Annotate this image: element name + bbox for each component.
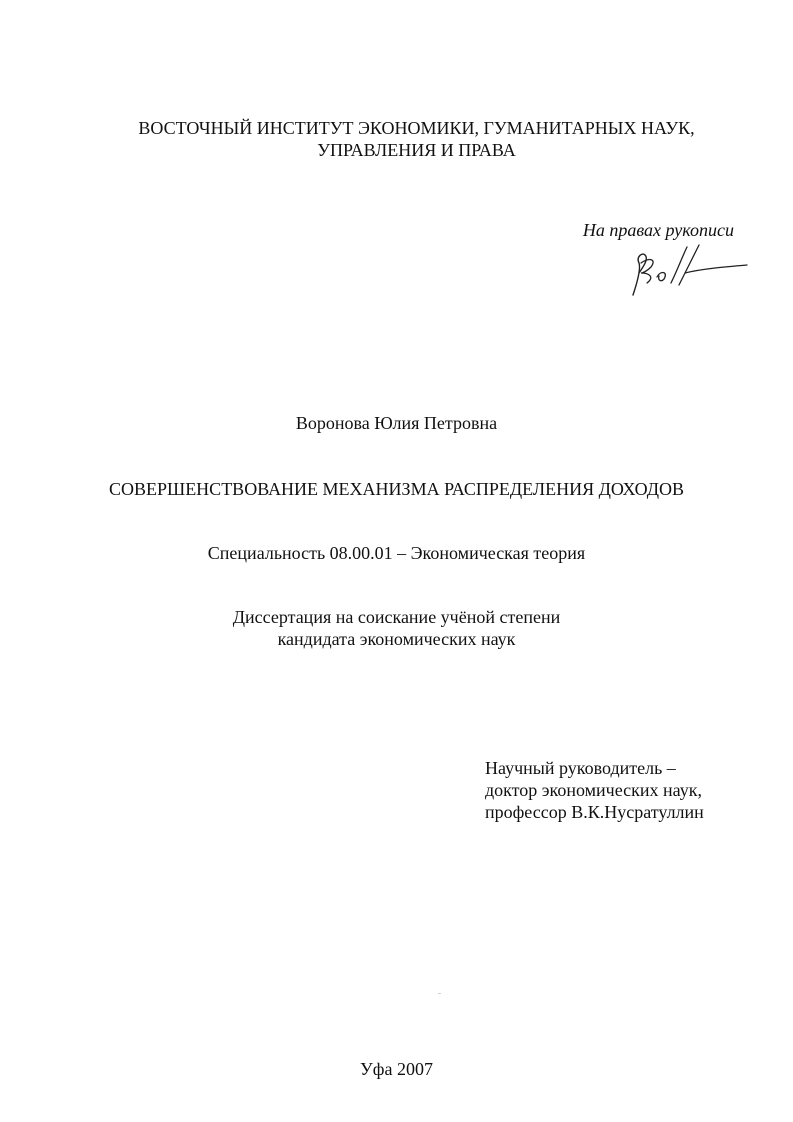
handwritten-signature-icon	[627, 243, 749, 299]
manuscript-note: На правах рукописи	[582, 220, 734, 240]
advisor-line-1: Научный руководитель –	[485, 758, 676, 778]
advisor-line-3: профессор В.К.Нусратуллин	[485, 802, 704, 822]
institute-name-line-2: УПРАВЛЕНИЯ И ПРАВА	[317, 140, 516, 160]
scan-speck	[438, 993, 441, 994]
degree-line-2: кандидата экономических наук	[277, 629, 516, 649]
degree-line-1: Диссертация на соискание учёной степени	[232, 607, 561, 627]
institute-name-line-1: ВОСТОЧНЫЙ ИНСТИТУТ ЭКОНОМИКИ, ГУМАНИТАРНЫХ НАУК,	[138, 118, 695, 138]
specialty-line: Специальность 08.00.01 – Экономическая теория	[207, 543, 586, 563]
city-year: Уфа 2007	[360, 1059, 433, 1079]
advisor-line-2: доктор экономических наук,	[485, 780, 702, 800]
author-name: Воронова Юлия Петровна	[295, 413, 498, 433]
dissertation-title: СОВЕРШЕНСТВОВАНИЕ МЕХАНИЗМА РАСПРЕДЕЛЕНИЯ ДОХОДОВ	[109, 479, 684, 499]
